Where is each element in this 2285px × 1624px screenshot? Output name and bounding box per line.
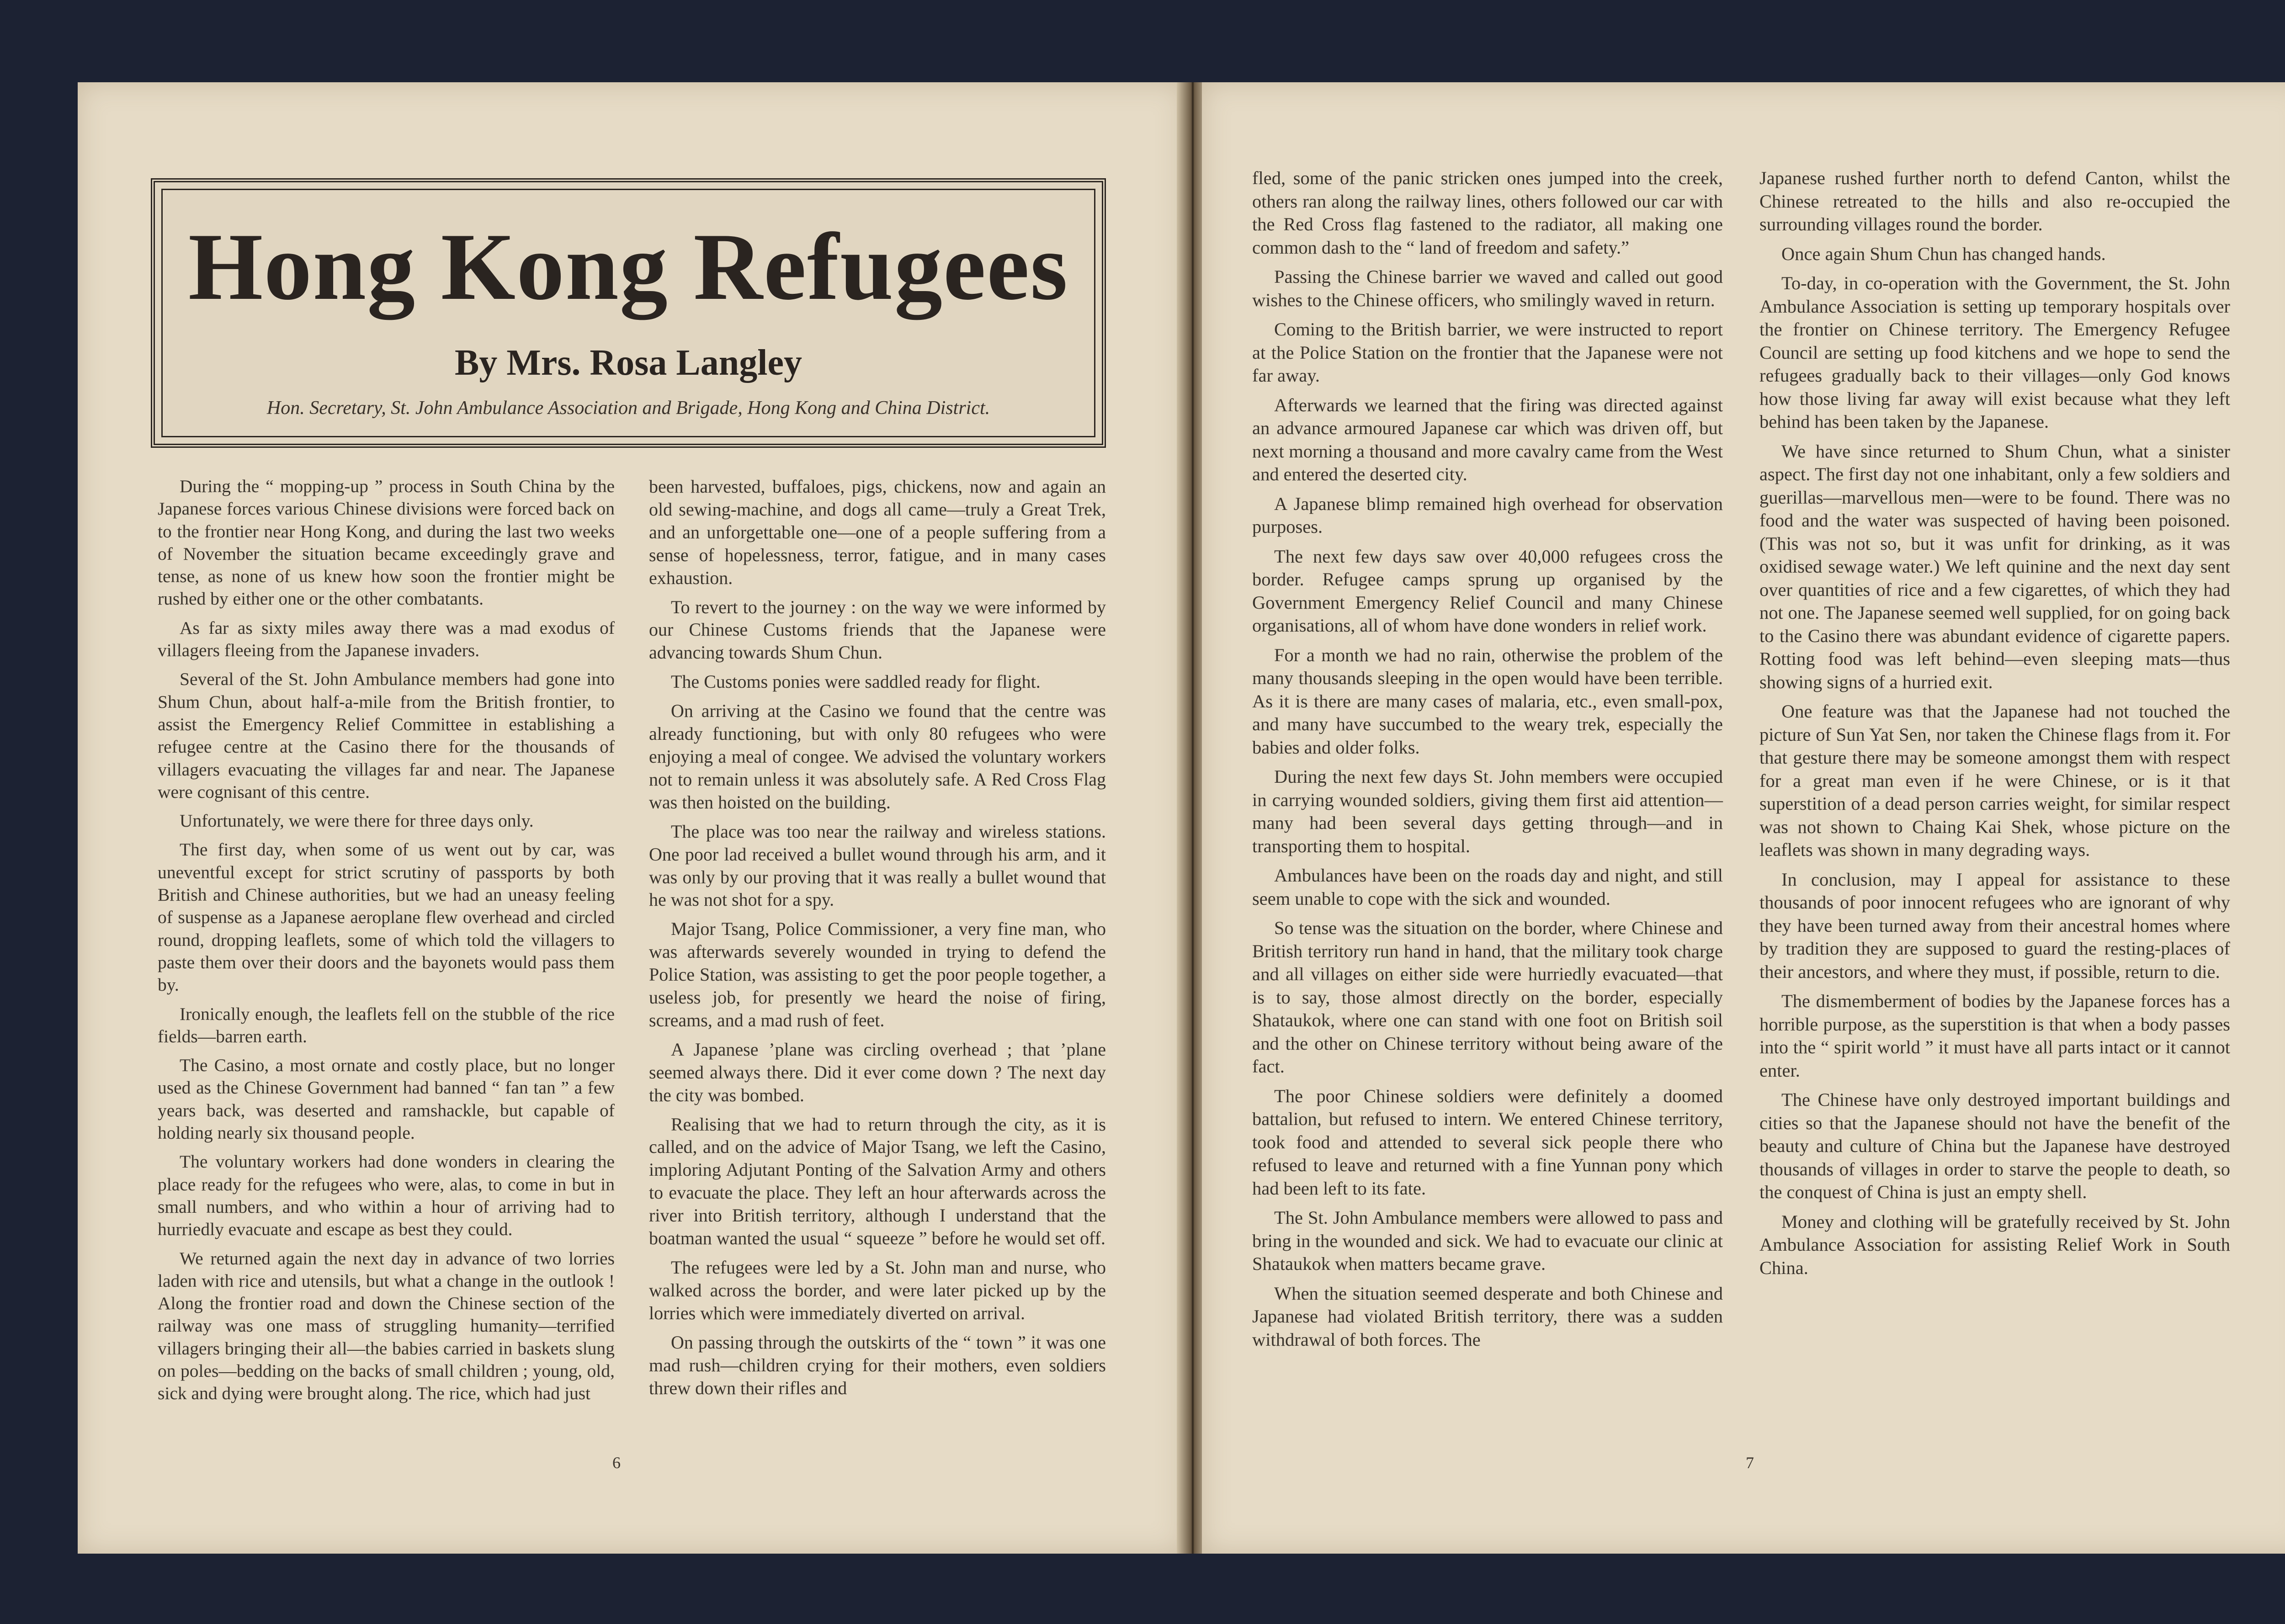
paragraph: On arriving at the Casino we found that the centre was already functioning, but with only 80 refugees who were enjoying a meal of congee. We advised the voluntary workers not to remain unless it was absolutely safe. A Red Cross Flag was then hoisted on the building. xyxy=(649,701,1106,812)
article-title: Hong Kong Refugees xyxy=(188,214,1068,320)
paragraph: Money and clothing will be gratefully received by St. John Ambulance Association for assisting Relief Work in South China. xyxy=(1759,1211,2230,1278)
title-box xyxy=(151,178,1106,448)
paragraph: Unfortunately, we were there for three days only. xyxy=(180,811,534,831)
paragraph: To revert to the journey : on the way we were informed by our Chinese Customs friends that the Japanese were advancing towards Shum Chun. xyxy=(649,596,1106,663)
page-number-right: 7 xyxy=(1746,1454,1754,1472)
paragraph: Once again Shum Chun has changed hands. xyxy=(1781,243,2106,264)
paragraph: been harvested, buffaloes, pigs, chickens, now and again an old sewing-machine, and dogs all came—truly a Great Trek, and an unforgettable one—one of a people suffering from a sense of hopelessness, terror, fatigue, and in many cases exhaustion. xyxy=(649,476,1106,588)
paragraph: The next few days saw over 40,000 refugees cross the border. Refugee camps sprung up organised by the Government Emergency Relief Council and many Chinese organisations, all of whom have done wonders in relief work. xyxy=(1252,546,1723,636)
author-affiliation: Hon. Secretary, St. John Ambulance Association and Brigade, Hong Kong and China District. xyxy=(266,398,990,419)
paragraph: Japanese rushed further north to defend Canton, whilst the Chinese retreated to the hills and also re-occupied the surrounding villages round the border. xyxy=(1759,168,2230,234)
paragraph: For a month we had no rain, otherwise the problem of the many thousands sleeping in the open would have been terrible. As it is there are many cases of malaria, etc., even small-pox, and many have succumbed to the weary trek, especially the babies and older folks. xyxy=(1252,644,1723,758)
paragraph: To-day, in co-operation with the Government, the St. John Ambulance Association is setting up temporary hospitals over the frontier on Chinese territory. The Emergency Refugee Council are setting up food kitchens and we hope to send the refugees gradually back to their villages—only God knows how those living far away will exist because what they left behind has been taken by the Japanese. xyxy=(1759,273,2230,432)
right-page xyxy=(1202,82,2285,1554)
paragraph: The Casino, a most ornate and costly place, but no longer used as the Chinese Government had banned “ fan tan ” a few years back, was deserted and ramshackle, but capable of holding nearly six thousand people. xyxy=(158,1055,615,1143)
paragraph: Realising that we had to return through the city, as it is called, and on the advice of Major Tsang, we left the Casino, imploring Adjutant Ponting of the Salvation Army and others to evacuate the place. They left an hour afterwards across the river into British territory, although I understand that the boatman wanted the usual “ squeeze ” before he would set off. xyxy=(649,1114,1106,1249)
paragraph: We returned again the next day in advance of two lorries laden with rice and utensils, but what a change in the outlook ! Along the frontier road and down the Chinese section of the railway was one mass of struggling humanity—terrified villagers bringing their all—the babies carried in baskets slung on poles—bedding on the backs of small children ; young, old, sick and dying were brought along. The rice, which had just xyxy=(158,1248,615,1404)
article-byline: By Mrs. Rosa Langley xyxy=(455,343,802,383)
paragraph: Coming to the British barrier, we were instructed to report at the Police Station on the frontier that the Japanese were not far away. xyxy=(1252,319,1723,386)
paragraph: On passing through the outskirts of the “ town ” it was one mad rush—children crying for their mothers, even soldiers threw down their rifles and xyxy=(649,1332,1106,1398)
paragraph: The refugees were led by a St. John man and nurse, who walked across the border, and were later picked up by the lorries which were immediately diverted on arrival. xyxy=(649,1257,1106,1323)
paragraph: Major Tsang, Police Commissioner, a very fine man, who was afterwards severely wounded in trying to defend the Police Station, was assisting to get the poor people together, a useless job, for presently we heard the noise of firing, screams, and a mad rush of feet. xyxy=(649,918,1106,1030)
paragraph: Ambulances have been on the roads day and night, and still seem unable to cope with the sick and wounded. xyxy=(1252,865,1723,909)
paragraph: A Japanese ’plane was circling overhead ; that ’plane seemed always there. Did it ever come down ? The next day the city was bombed. xyxy=(649,1039,1106,1105)
page-number-left: 6 xyxy=(612,1454,621,1472)
paragraph: As far as sixty miles away there was a mad exodus of villagers fleeing from the Japanese invaders. xyxy=(158,617,615,661)
paragraph: One feature was that the Japanese had not touched the picture of Sun Yat Sen, nor taken the Chinese flags from it. For that gesture there may be someone amongst them with respect for a great man even if he were Chinese, or is it that superstition of a dead person carries weight, for similar respect was not shown to Chaing Kai Shek, whose picture on the leaflets was shown in many degrading ways. xyxy=(1759,701,2230,860)
magazine-spread xyxy=(78,82,2285,1554)
text-column-3 xyxy=(1252,167,1723,1358)
paragraph: In conclusion, may I appeal for assistance to these thousands of poor innocent refugees who are ignorant of why they have been turned away from their ancestral homes where by tradition they are supposed to guard the resting-places of their ancestors, and where they must, if possible, return to die. xyxy=(1759,869,2230,982)
paragraph: The St. John Ambulance members were allowed to pass and bring in the wounded and sick. We had to evacuate our clinic at Shataukok when matters became grave. xyxy=(1252,1207,1723,1274)
paragraph: A Japanese blimp remained high overhead for observation purposes. xyxy=(1252,493,1723,537)
paragraph: The Customs ponies were saddled ready for flight. xyxy=(671,671,1041,692)
paragraph: Several of the St. John Ambulance members had gone into Shum Chun, about half-a-mile from the British frontier, to assist the Emergency Relief Committee in establishing a refugee centre at the Casino there for the thousands of villagers evacuating the villages far and near. The Japanese were cognisant of this centre. xyxy=(158,669,615,802)
paragraph: During the next few days St. John members were occupied in carrying wounded soldiers, giving them first aid attention—many had been several days getting through—and in transporting them to hospital. xyxy=(1252,766,1723,856)
paragraph: The place was too near the railway and wireless stations. One poor lad received a bullet wound through his arm, and it was only by our proving that it was really a bullet wound that he was not shot for a spy. xyxy=(649,821,1106,910)
text-column-1 xyxy=(158,475,615,1412)
paragraph: The voluntary workers had done wonders in clearing the place ready for the refugees who were, alas, to come in but in small numbers, and who within a hour of arriving had to hurriedly evacuate and escape as best they could. xyxy=(158,1152,615,1240)
paragraph: When the situation seemed desperate and both Chinese and Japanese had violated British territory, there was a sudden withdrawal of both forces. The xyxy=(1252,1283,1723,1350)
paragraph: Passing the Chinese barrier we waved and called out good wishes to the Chinese officers, who smilingly waved in return. xyxy=(1252,266,1723,310)
paragraph: We have since returned to Shum Chun, what a sinister aspect. The first day not one inhabitant, only a few soldiers and guerillas—marvellous men—were to be found. There was no food and the water was suspected of having been poisoned. (This was not so, but it was unfit for drinking, as it was oxidised sewage water.) We left quinine and the next day sent over quantities of rice and a few cigarettes, of which they had not one. The Japanese seemed well supplied, for on going back to the Casino there was abundant evidence of cigarette papers. Rotting food was left behind—even sleeping mats—thus showing signs of a hurried exit. xyxy=(1759,440,2230,692)
paragraph: fled, some of the panic stricken ones jumped into the creek, others ran along the railway lines, others followed our car with the Red Cross flag fastened to the radiator, all making one common dash to the “ land of freedom and safety.” xyxy=(1252,168,1723,258)
paragraph: Afterwards we learned that the firing was directed against an advance armoured Japanese car which was driven off, but next morning a thousand and more cavalry came from the West and entered the deserted city. xyxy=(1252,394,1723,484)
text-column-2 xyxy=(649,475,1106,1406)
left-page xyxy=(78,82,1184,1554)
paragraph: The Chinese have only destroyed important buildings and cities so that the Japanese should not have the benefit of the beauty and culture of China but the Japanese have destroyed thousands of villages in order to starve the people to death, so the conquest of China is just an empty shell. xyxy=(1759,1089,2230,1202)
paragraph: The first day, when some of us went out by car, was uneventful except for strict scrutiny of passports by both British and Chinese authorities, but we had an uneasy feeling of suspense as a Japanese aeroplane flew overhead and circled round, dropping leaflets, some of which told the villagers to paste them over their doors and the bayonets would pass them by. xyxy=(158,839,615,995)
text-column-4 xyxy=(1759,167,2230,1286)
paragraph: Ironically enough, the leaflets fell on the stubble of the rice fields—barren earth. xyxy=(158,1003,615,1046)
paragraph: The poor Chinese soldiers were definitely a doomed battalion, but refused to intern. We entered Chinese territory, took food and attended to several sick people there who refused to leave and returned with a fine Yunnan pony which had been left to its fate. xyxy=(1252,1085,1723,1199)
paragraph: So tense was the situation on the border, where Chinese and British territory run hand in hand, that the military took charge and all villages on either side were hurriedly evacuated—that is to say, those almost directly on the border, especially Shataukok, where one can stand with one foot on British soil and the other on Chinese territory without being aware of the fact. xyxy=(1252,918,1723,1077)
paragraph: The dismemberment of bodies by the Japanese forces has a horrible purpose, as the superstition is that when a body passes into the “ spirit world ” it must have all parts intact or it cannot enter. xyxy=(1759,991,2230,1081)
paragraph: During the “ mopping-up ” process in South China by the Japanese forces various Chinese divisions were forced back on to the frontier near Hong Kong, and during the last two weeks of November the situation became exceedingly grave and tense, as none of us knew how soon the frontier might be rushed by either one or the other combatants. xyxy=(158,476,615,609)
